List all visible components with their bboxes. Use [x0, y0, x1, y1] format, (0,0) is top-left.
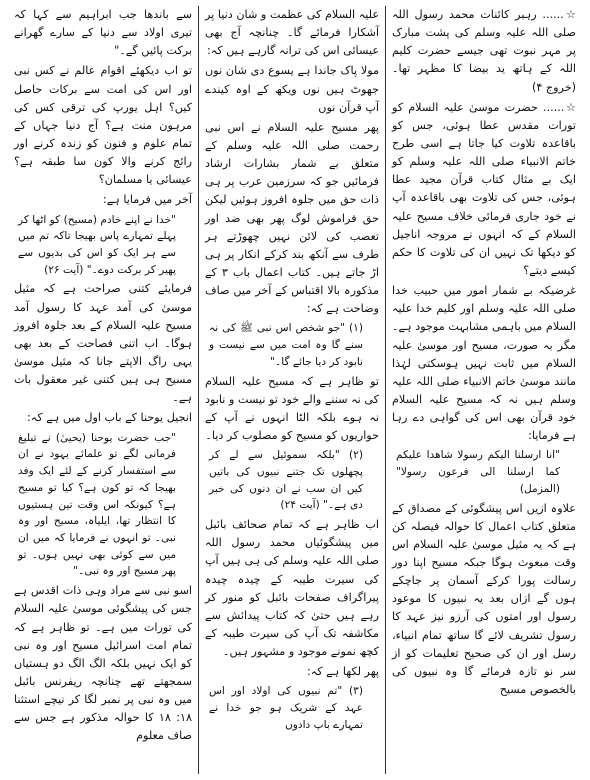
quote-block: (۳) "تم نبیوں کی اولاد اور اس عہد کے شریک ہو جو خدا نے تمہارے باپ دادوں: [209, 685, 363, 731]
paragraph: انجیل یوحنا کے باب اول میں ہے کہ:: [27, 411, 192, 425]
paragraph: ☆...... رہبر کائنات محمد رسول اللہ صلی اللہ علیہ وسلم کی پشت مبارک پر مہر نبوت تھی جیسے حضرت کلیم اللہ کے ہاتھ ید بیضا کا مظہر تھا۔ (خروج ۴): [392, 8, 576, 94]
paragraph: اب ظاہر ہے کہ تمام صحائف بائبل میں پیشگوئیاں محمد رسول اللہ صلی اللہ علیہ وسلم کی ہی ہیں آپ کی سیرت طیبہ کے چیدہ چیدہ پیراگراف صفحات بائبل کو منور کر رہے ہیں حتیٰ کہ کتاب پیدائش سے مکاشفہ تک آپ کی سیرت طیبہ کے کچھ نمونے موجود و مشہور ہیں۔: [205, 518, 379, 659]
quote-block: "جب حضرت یوحنا (یحییٰ) نے تبلیغ فرمانی لگے تو علمائے یہود نے ان سے استفسار کرنے کے لئے ایک وفد بھیجا کہ تو کون ہے؟ کیا تو مسیح ہے؟ کیونکہ اس وقت تین ہستیوں کا انتظار تھا، ایلیاہ، مسیح اور وہ نبی۔ تو انہوں نے فرمایا کہ میں ان میں سے کوئی بھی نہیں ہوں۔ تو پھر مسیح اور وہ نبی۔": [18, 431, 176, 578]
paragraph: پھر لکھا ہے کہ:: [306, 665, 379, 679]
paragraph: علیہ السلام کی عظمت و شان دنیا پر آشکارا فرمائے گا۔ چنانچہ آج بھی عیسائی اس کی ترانہ گارہے ہیں کہ:: [205, 8, 379, 58]
paragraph: اسو نبی سے مراد وہی ذات اقدس ہے جس کی پیشگوئی موسیٰ علیہ السلام کی تورات میں ہے۔ تو ظاہر ہے کہ تمام امت اسرائیل مسیح اور وہ نبی کو ایک نہیں بلکہ الگ الگ دو ہستیاں سمجھتے تھے چنانچہ ریفرنس بائبل میں وہ نبی پر نمبر لگا کر نیچے استثنا ۱۸: ۱۸ کا حوالہ مذکور ہے جس سے صاف معلوم: [14, 584, 193, 743]
quote-block: "خدا نے اپنے خادم (مسیح) کو اٹھا کر پہلے تمہارے پاس بھیجا تاکہ تم میں سے ہر ایک کو اس کی بدیوں سے پھیر کر برکت دوے۔" (آیت ۲۶): [18, 213, 176, 276]
paragraph: علاوہ ازیں اس پیشگوئی کے مصداق کے متعلق کتاب اعمال کا حوالہ فیصلہ کن ہے کہ یہ مثیل موسیٰ علیہ السلام اس وقت مبعوث ہوگا جبکہ مسیح اپنا دور رسالت پورا کرکے آسمان پر جاچکے ہوں گے ازاں بعد یہ نبیوں کا موعود رسول اور امتوں کی آرزو نیز عہد کا رسول تشریف لائے گا ساتھ تمام انبیاء، رسل اور ان کی صحیح تعلیمات کو از سر نو تازہ فرمائے گا وہ نبیوں کی بالخصوص مسیح: [392, 501, 576, 696]
paragraph: تو اب دیکھئے اقوام عالم نے کس نبی اور اس کی امت سے برکات حاصل کیں؟ اہل یورپ کی ترقی کس کی مرہون منت ہے؟ آج دنیا جہاں کے تمام علوم و فنون کو زندہ کرنے اور رائج کرنے والا کون سا طبقہ ہے؟ عیسائی یا مسلمان؟: [14, 64, 192, 187]
quote-block: (۱) "جو شخص اس نبی ﷺ کی نہ سنے گا وہ امت میں سے نیست و نابود کر دیا جائے گا۔": [209, 322, 363, 368]
text-column-right: [386, 6, 582, 774]
paragraph: سے باندھا جب ابراہیم سے کہا کہ تیری اولاد سے دنیا کے سارے گھرانے برکت پائیں گے۔": [14, 8, 192, 58]
paragraph: مولا پاک جاندا ہے یسوع دی شان نوں جھوٹ ہیں نوں ویکھ کے اوہ کیندے آپ قرآن نوں: [205, 64, 379, 114]
paragraph: تو ظاہر ہے کہ مسیح علیہ السلام کی نہ سننے والے خود تو نیست و نابود نہ ہوے بلکہ الٹا انہوں نے آپ کے حواریوں کو مسیح کو مصلوب کر دیا۔: [205, 374, 379, 443]
paragraph: غرضیکہ بے شمار امور میں حبیب خدا صلی اللہ علیہ وسلم اور کلیم خدا علیہ السلام میں باہمی مشابہت موجود ہے۔ مگر بہ صورت، مسیح اور موسیٰ علیہ السلام میں ثابت نہیں ہوسکتی لہٰذا مانند موسیٰ خاتم الانبیاء صلی اللہ علیہ وسلم ہیں نہ کہ مسیح علیہ السلام خود قرآن بھی اس کی گواہی دے رہا ہے فرمایا:: [392, 284, 576, 443]
quote-block: "انا ارسلنا الیکم رسولا شاھدا علیکم کما ارسلنا الی فرعون رسولا" (المزمل): [396, 449, 560, 495]
text-column-middle: [198, 6, 386, 774]
paragraph: آخر میں فرمایا ہے:: [102, 193, 192, 207]
paragraph: پھر مسیح علیہ السلام نے اس نبی رحمت صلی اللہ علیہ وسلم کے متعلق بے شمار بشارات ارشاد فرمائیں جو کہ سرزمین عرب پر ہی ذات حق میں جلوہ افروز ہوئیں لیکن حق فراموش لوگ پھر بھی ضد اور تعصب کی لائن نہیں چھوڑتے ہر طرف سے آنکھ بند کرکے انکار پر ہی اڑ جاتے ہیں۔ کتاب اعمال باب ۳ کے مذکورہ بالا اقتباس کے آخر میں صاف وضاحت ہے کہ:: [205, 120, 379, 316]
text-column-left: [8, 6, 198, 774]
quote-block: (۲) "بلکہ سموئیل سے لے کر پچھلوں تک جتنے نبیوں کی باتیں کیں ان سب نے ان دنوں کی خبر دی ہے۔" (آیت ۲۴): [209, 449, 363, 512]
paragraph: فرمایئے کتنی صراحت ہے کہ مثیل موسیٰ کی آمد عہد کا رسول آمد مسیح علیہ السلام کے بعد جلوہ افروز ہوگا۔ اب اتنی فصاحت کے بعد بھی یہی راگ الاپتے جانا کہ مثیل موسیٰ مسیح ہی ہیں کتنی غیر معقول بات ہے۔: [14, 282, 192, 405]
paragraph: ☆...... حضرت موسیٰ علیہ السلام کو تورات مقدس عطا ہوئی، جس کو باقاعدہ تلاوت کیا جاتا ہے اسی طرح خاتم الانبیاء صلی اللہ علیہ وسلم کو ایک بے مثال کتاب قرآن مجید عطا ہوئی، جس کی تلاوت بھی باقاعدہ آپ نے خود جاری فرمائی خلاف مسیح علیہ السلام کے کہ انہوں نے مروجہ اناجیل کو دیکھا تک نہیں ان کی تلاوت کا حکم کیسے دیتے؟: [392, 100, 576, 277]
